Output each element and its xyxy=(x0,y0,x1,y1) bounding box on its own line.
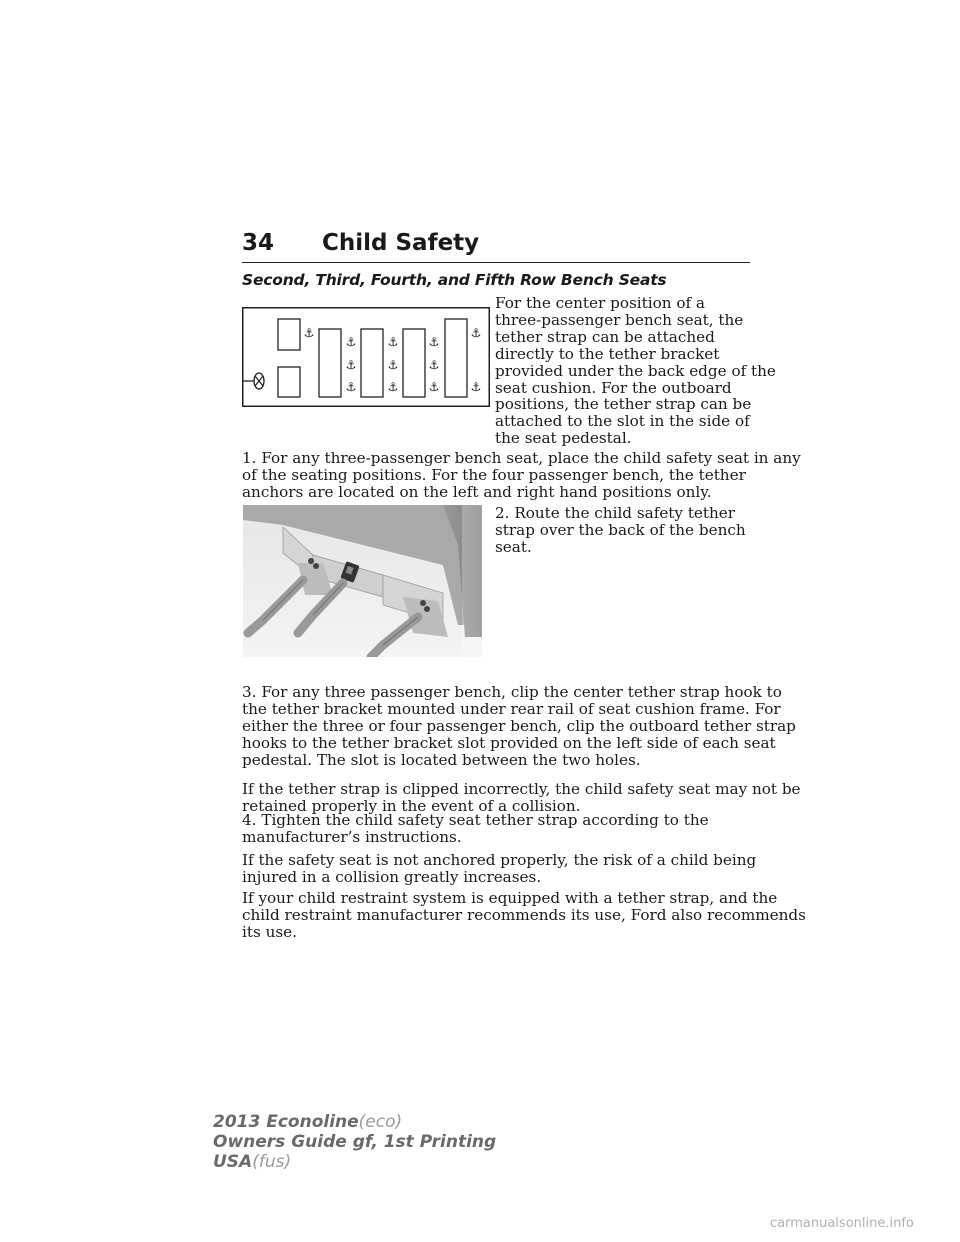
anchor-paragraph: If the safety seat is not anchored properly, the risk of a child being injured in a collision greatly increases. xyxy=(242,851,757,886)
footer-model-code: (eco) xyxy=(358,1112,403,1132)
intro-paragraph: For the center position of a three-passenger bench seat, the tether strap can be attached directly to the tether bracket provided under the back edge of the seat cushion. For the outboard positions, the tether strap can be attached to the slot in the side of the seat pedestal. xyxy=(495,294,776,448)
footer-market-code: (fus) xyxy=(252,1152,292,1172)
footer-market: USA xyxy=(213,1152,253,1172)
seat-layout-diagram xyxy=(242,307,490,407)
footer-model: 2013 Econoline xyxy=(213,1112,359,1132)
anchor-icon: ⚓ xyxy=(470,326,482,340)
page-header xyxy=(242,228,750,263)
warning-paragraph: If the tether strap is clipped incorrectly, the child safety seat may not be retained properly in the event of a collision. xyxy=(242,780,801,815)
recommend-paragraph: If your child restraint system is equipped with a tether strap, and the child restraint manufacturer recommends its use, Ford also recommends its use. xyxy=(242,889,806,941)
anchor-icon: ⚓ xyxy=(345,358,357,372)
step-3-paragraph: 3. For any three passenger bench, clip the center tether strap hook to the tether bracket mounted under rear rail of seat cushion frame. For either the three or four passenger bench, clip the outboard tether strap hooks to the tether bracket slot provided on the left side of each seat pedestal. The slot is located between the two holes. xyxy=(242,683,796,769)
anchor-icon: ⚓ xyxy=(387,380,399,394)
anchor-icon: ⚓ xyxy=(303,326,315,340)
anchor-icon: ⚓ xyxy=(387,335,399,349)
anchor-icon: ⚓ xyxy=(428,380,440,394)
anchor-icon: ⚓ xyxy=(345,335,357,349)
step-1-paragraph: 1. For any three-passenger bench seat, place the child safety seat in any of the seating positions. For the four passenger bench, the tether anchors are located on the left and right hand positions only. xyxy=(242,449,801,501)
step-4-paragraph: 4. Tighten the child safety seat tether strap according to the manufacturer’s instructions. xyxy=(242,811,709,846)
tether-strap-illustration xyxy=(243,505,482,657)
section-heading: Second, Third, Fourth, and Fifth Row Bench Seats xyxy=(242,271,667,289)
anchor-icon: ⚓ xyxy=(387,358,399,372)
watermark: carmanualsonline.info xyxy=(770,1216,914,1231)
anchor-icon: ⚓ xyxy=(428,335,440,349)
step-2-paragraph: 2. Route the child safety tether strap over the back of the bench seat. xyxy=(495,504,746,556)
anchor-icon: ⚓ xyxy=(470,380,482,394)
page-number: 34 xyxy=(242,230,275,256)
footer-guide: Owners Guide gf, 1st Printing xyxy=(213,1132,497,1152)
document-footer xyxy=(213,1112,496,1172)
anchor-icon: ⚓ xyxy=(345,380,357,394)
anchor-icon: ⚓ xyxy=(428,358,440,372)
chapter-title: Child Safety xyxy=(322,230,480,256)
